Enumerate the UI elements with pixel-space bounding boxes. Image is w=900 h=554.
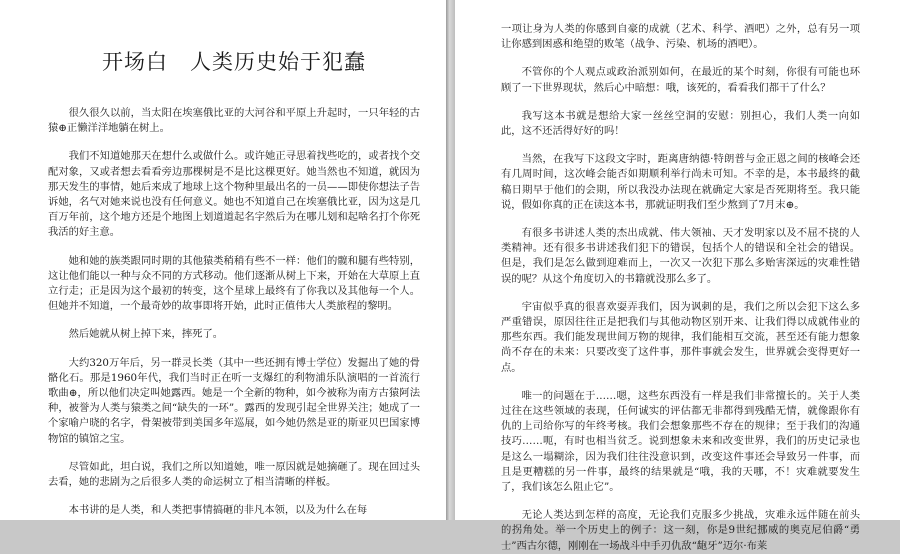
left-paragraph-7: 本书讲的是人类，和人类把事情搞砸的非凡本领，以及为什么在每 <box>68 504 368 517</box>
left-paragraph-6: 尽管如此，坦白说，我们之所以知道她，唯一原因就是她摘砸了。现在回过头去看，她的悲剧为之后很多人类的命运树立了相当清晰的样板。 <box>48 460 420 489</box>
right-paragraph-6: 宇宙似乎真的很喜欢耍弄我们，因为讽刺的是，我们之所以会犯下这么多严重错误，原因往往正是把我们与其他动物区别开来、让我们得以成就伟业的那些东西。我们能发现世间万物的规律，我们能相互交流，甚至还有能力想象尚不存在的未来：只要改变了这件事，那件事就会发生，世界就会变得更好一点。 <box>501 300 860 374</box>
right-page <box>455 0 900 552</box>
right-paragraph-4: 当然，在我写下这段文字时，距离唐纳德·特朗普与金正恩之间的核峰会还有几周时间，这次峰会能否如期顺利举行尚未可知。不幸的是，本书最终的截稿日期早于他们的会期，所以我没办法现在就确定大家是否死期将至。我只能说，假如你真的正在读这本书，那就证明我们至少熬到了7月末⊕。 <box>501 153 860 211</box>
chapter-title: 开场白 人类历史始于犯蠢 <box>102 50 366 74</box>
left-paragraph-3: 她和她的族类跟同时期的其他猿类稍稍有些不一样：他们的髋和腿有些特别，这让他们能以一种与众不同的方式移动。他们逐渐从树上下来，开始在大草原上直立行走；正是因为这个最初的转变，这个星球上最终有了你我以及其他每一个人。但她并不知道，一个最奇妙的故事即将开始，此时正值伟大人类旅程的黎明。 <box>48 254 420 313</box>
page-gutter <box>446 0 455 520</box>
right-paragraph-3: 我写这本书就是想给大家一丝丝空洞的安慰：别担心，我们人类一向如此，这不还活得好好的吗！ <box>501 109 860 138</box>
right-paragraph-8: 无论人类达到怎样的高度，无论我们克服多少挑战，灾难永远伴随在前头的拐角处。举一个历史上的例子：这一刻，你是9世纪挪威的奥克尼伯爵“勇士”西古尔德，刚刚在一场战斗中手刃仇敌“龅牙”迈尔·布莱 <box>501 509 860 552</box>
left-paragraph-5: 大约320万年后，另一群灵长类（其中一些还拥有博士学位）发掘出了她的骨骼化石。那是1960年代，我们当时正在听一支爆红的利物浦乐队演唱的一首流行歌曲⊕，所以他们决定叫她露西。她是一个全新的物种，如今被称为南方古猿阿法种，被誉为人类与猿类之间“缺失的一环”。露西的发现引起全世界关注；她成了一个家喻户晓的名字，骨架被带到美国多年巡展，如今她仍然是亚的斯亚贝巴国家博物馆的镇馆之宝。 <box>48 356 420 445</box>
right-paragraph-2: 不管你的个人观点或政治派别如何，在最近的某个时刻，你很有可能也环顾了一下世界现状，然后心中暗想：哦，该死的，看看我们都干了什么？ <box>501 66 860 94</box>
left-paragraph-1: 很久很久以前，当太阳在埃塞俄比亚的大河谷和平原上升起时，一只年轻的古猿⊕正懒洋洋地躺在树上。 <box>48 107 420 135</box>
right-paragraph-7: 唯一的问题在于……嗯，这些东西没有一样是我们非常擅长的。关于人类过往在这些领域的表现，任何诚实的评估都无非都得到残酷无情，就像跟你有仇的上司给你写的年终考核。我们会想象那些不存在的规律；至于我们的沟通技巧……呃，有时也相当贫乏。说到想象未来和改变世界，我们的历史记录也是这么一塌糊涂，因为我们往往没意识到，改变这件事还会导致另一件事，而且是更糟糕的另一件事，最终的结果就是“哦，我的天哪，不！灾难就要发生了，我们该怎么阻止它”。 <box>501 389 860 494</box>
left-paragraph-2: 我们不知道她那天在想什么或做什么。或许她正寻思着找些吃的，或者找个交配对象，又或者想去看看旁边那棵树是不是比这棵更好。她当然也不知道，就因为那天发生的事情，她后来成了地球上这个物种里最出名的一员——即使你想法子告诉她，名气对她来说也没有任何意义。她也不知道自己在埃塞俄比亚，因为这是几百万年前，这个地方还是个地图上划道道起名字然后为在哪儿划和起啥名打个你死我活的好主意。 <box>48 150 420 239</box>
left-page <box>0 0 446 520</box>
right-paragraph-5: 有很多书讲述人类的杰出成就、伟大领袖、天才发明家以及不屈不挠的人类精神。还有很多书讲述我们犯下的错误，包括个人的错误和全社会的错误。但是，我们是怎么做到迎难而上，一次又一次犯下那么多贻害深远的灾难性错误的呢？从这个角度切入的书籍就没那么多了。 <box>501 227 860 285</box>
left-paragraph-4: 然后她就从树上掉下来，摔死了。 <box>68 328 224 341</box>
right-paragraph-1: 一项让身为人类的你感到自豪的成就（艺术、科学、酒吧）之外，总有另一项让你感到困惑和绝望的败笔（战争、污染、机场的酒吧）。 <box>501 23 860 51</box>
